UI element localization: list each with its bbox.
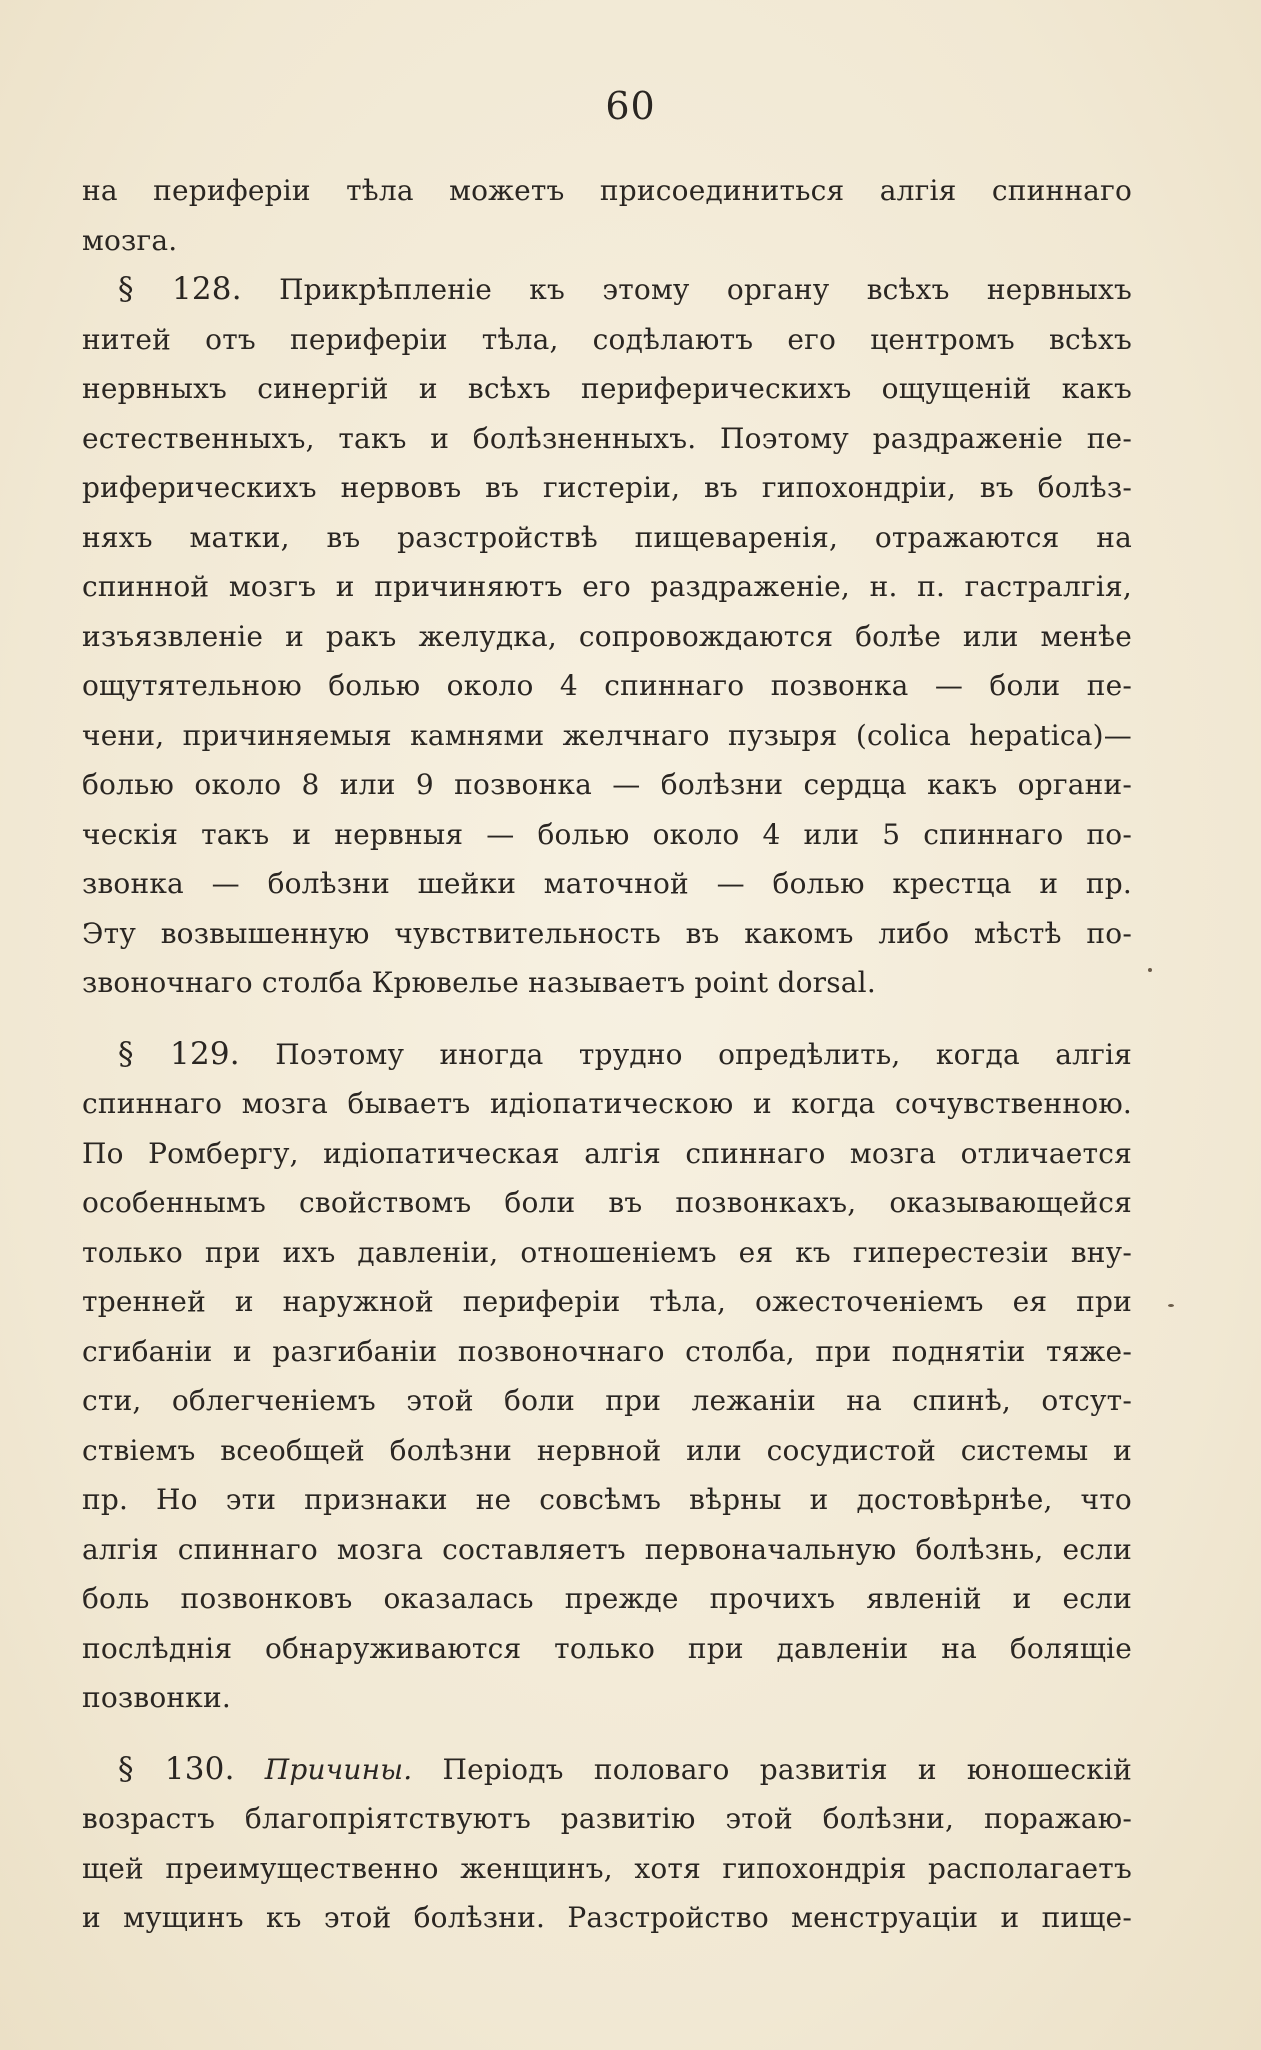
text-line: мозга.: [82, 223, 178, 257]
paragraph-continuation: [82, 166, 1132, 265]
text-line: пр. Но эти признаки не совсѣмъ вѣрны и достовѣрнѣе, что: [82, 1483, 1132, 1516]
page-number: 60: [605, 84, 656, 128]
text-line: возрастъ благопріятствуютъ развитію этой болѣзни, поражаю-: [82, 1802, 1132, 1835]
italic-heading: Причины.: [264, 1752, 413, 1786]
text-line: болью около 8 или 9 позвонка — болѣзни сердца какъ органи-: [82, 768, 1132, 801]
text-line: изъязвленіе и ракъ желудка, сопровождаются болѣе или менѣе: [82, 619, 1132, 653]
text-line: звонка — болѣзни шейки маточной — болью крестца и пр.: [82, 867, 1132, 900]
text-line: естественныхъ, такъ и болѣзненныхъ. Поэтому раздраженіе пе-: [82, 421, 1132, 455]
text-line: Эту возвышенную чувствительность въ какомъ либо мѣстѣ по-: [82, 916, 1132, 950]
paragraph-130: [82, 1745, 1132, 1943]
text-line: на периферіи тѣла можетъ присоединиться алгія спиннаго: [82, 174, 1132, 207]
text-line: нервныхъ синергій и всѣхъ периферическихъ ощущеній какъ: [82, 372, 1132, 405]
text-line: нитей отъ периферіи тѣла, содѣлаютъ его центромъ всѣхъ: [82, 322, 1132, 356]
text-line: чени, причиняемыя камнями желчнаго пузыря (colica hepatica)—: [82, 718, 1132, 752]
text-line: особеннымъ свойствомъ боли въ позвонкахъ, оказывающейся: [82, 1186, 1132, 1219]
text-line: тренней и наружной периферіи тѣла, ожесточеніемъ ея при: [82, 1285, 1132, 1318]
page-body: [82, 166, 1132, 1943]
text-line: § 128. Прикрѣпленіе къ этому органу всѣхъ нервныхъ: [118, 271, 1132, 307]
paper-speck: [1148, 968, 1152, 972]
text-line: няхъ матки, въ разстройствѣ пищеваренія, отражаются на: [82, 520, 1132, 554]
text-line: только при ихъ давленіи, отношеніемъ ея къ гиперестезіи вну-: [82, 1235, 1132, 1269]
text-line: По Ромбергу, идіопатическая алгія спиннаго мозга отличается: [82, 1136, 1132, 1170]
text-line: ствіемъ всеобщей болѣзни нервной или сосудистой системы и: [82, 1433, 1132, 1467]
text-line: и мущинъ къ этой болѣзни. Разстройство менструаціи и пище-: [82, 1901, 1132, 1934]
section-number: § 130.: [118, 1750, 235, 1787]
section-number: § 129.: [118, 1035, 240, 1072]
text-line: алгія спиннаго мозга составляетъ первоначальную болѣзнь, если: [82, 1532, 1132, 1566]
text-line: сгибаніи и разгибаніи позвоночнаго столба, при поднятіи тяже-: [82, 1334, 1132, 1368]
text-line: спинной мозгъ и причиняютъ его раздраженіе, н. п. гастралгія,: [82, 570, 1132, 603]
text-line: щей преимущественно женщинъ, хотя гипохондрія располагаетъ: [82, 1851, 1132, 1885]
text-line: боль позвонковъ оказалась прежде прочихъ явленій и если: [82, 1582, 1132, 1615]
text-line: спиннаго мозга бываетъ идіопатическою и когда сочувственною.: [82, 1087, 1132, 1120]
text-line: звоночнаго столба Крювелье называетъ point dorsal.: [82, 966, 876, 999]
text-line: § 129. Поэтому иногда трудно опредѣлить, когда алгія: [118, 1035, 1132, 1072]
paragraph-128: [82, 265, 1132, 1008]
text-line: сти, облегченіемъ этой боли при лежаніи на спинѣ, отсут-: [82, 1384, 1132, 1417]
text-line: ощутятельною болью около 4 спиннаго позвонка — боли пе-: [82, 669, 1132, 702]
paper-speck: [1168, 1304, 1174, 1307]
text-line: § 130. Причины. Періодъ половаго развитія и юношескій: [118, 1750, 1133, 1787]
text-line: послѣднія обнаруживаются только при давленіи на болящіе: [82, 1631, 1132, 1665]
text-line: ческія такъ и нервныя — болью около 4 или 5 спиннаго по-: [82, 817, 1132, 851]
text-line: риферическихъ нервовъ въ гистеріи, въ гипохондріи, въ болѣз-: [82, 471, 1132, 504]
text-line: позвонки.: [82, 1681, 231, 1714]
section-number: § 128.: [118, 271, 242, 307]
paragraph-129: [82, 1030, 1132, 1723]
